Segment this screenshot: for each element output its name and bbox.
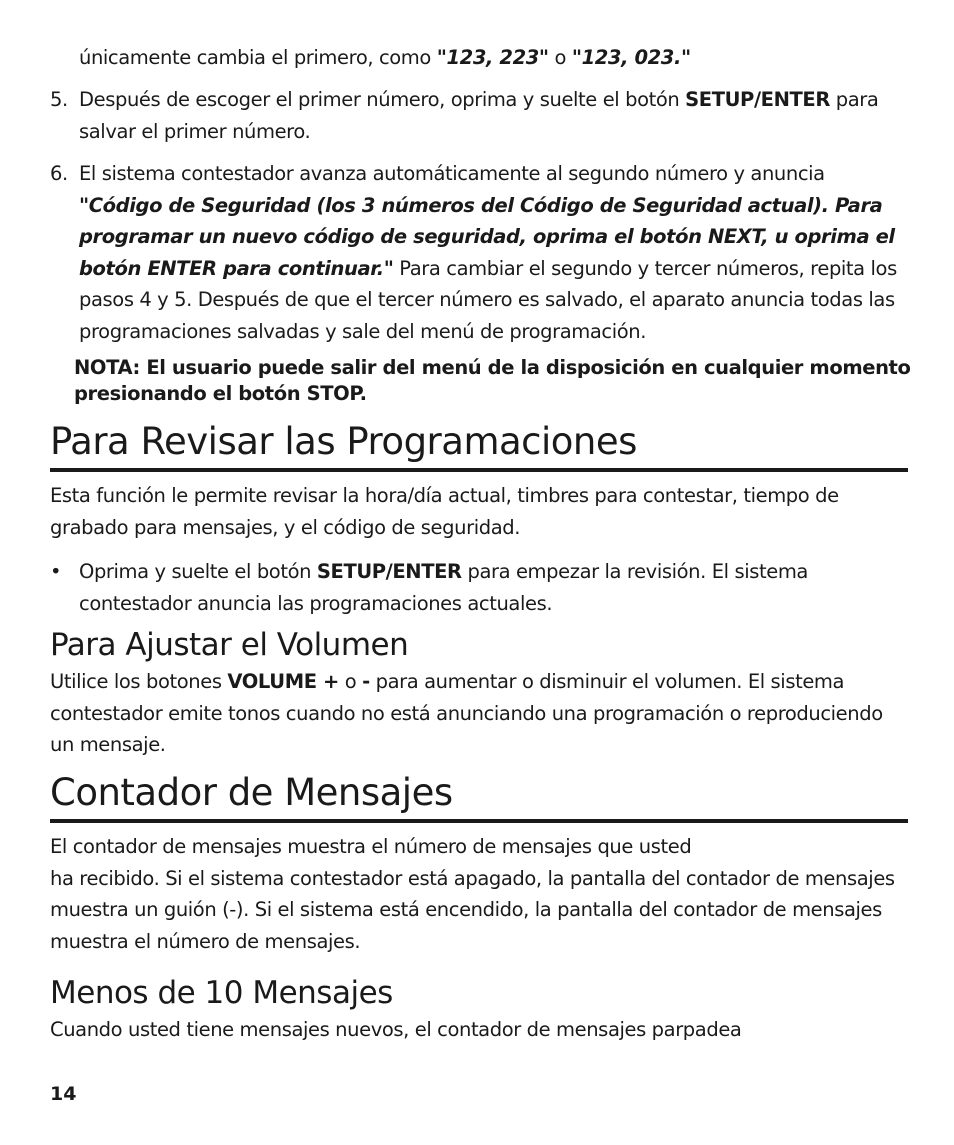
volume-text-a: Utilice los botones (50, 670, 228, 693)
volume-minus-button-name: - (362, 670, 370, 693)
step-5-text (79, 84, 900, 147)
review-intro: Esta función le permite revisar la hora/día actual, timbres para contestar, tiempo de grabado para mensajes, y el código de seguridad. (50, 484, 839, 539)
counter-text-line-1: El contador de mensajes muestra el número de mensajes que usted (50, 835, 692, 858)
review-bullet (50, 556, 900, 619)
under-10-text: Cuando usted tiene mensajes nuevos, el contador de mensajes parpadea (50, 1018, 742, 1041)
step-5-number: 5. (50, 88, 68, 111)
volume-plus-button-name: VOLUME + (227, 670, 339, 693)
review-bullet-text (79, 556, 900, 619)
review-bullet-text-a: Oprima y suelte el botón (79, 560, 317, 583)
step-6-number: 6. (50, 162, 68, 185)
counter-text (50, 831, 910, 957)
step-6-announcement-quote: "Código de Seguridad (los 3 números del Código de Seguridad actual). Para programar un nuevo código de seguridad, oprima el botón NEXT, u oprima el botón ENTER para continuar." (79, 193, 895, 280)
step-5-text-a: Después de escoger el primer número, oprima y suelte el botón (79, 88, 686, 111)
step-5-text-b: para salvar el primer número. (79, 88, 879, 143)
page-number: 14 (50, 1083, 77, 1105)
example-code-2: "123, 023." (571, 46, 691, 69)
volume-text-c: para aumentar o disminuir el volumen. El sistema contestador emite tonos cuando no está anunciando una programación o reproduciendo un mensaje. (50, 670, 883, 756)
volume-text-b: o (338, 670, 363, 693)
volume-text (50, 666, 910, 761)
continuation-text (79, 42, 919, 74)
step-5 (50, 84, 900, 147)
step-6-text-b: Para cambiar el segundo y tercer números, repita los pasos 4 y 5. Después de que el tercer número es salvado, el aparato anuncia todas las programaciones salvadas y sale del menú de programación. (79, 256, 897, 343)
note: NOTA: El usuario puede salir del menú de la disposición en cualquier momento presionando el botón STOP. (74, 356, 911, 405)
bullet-mark: • (50, 560, 62, 583)
review-bullet-text-b: para empezar la revisión. El sistema contestador anuncia las programaciones actuales. (79, 560, 808, 615)
example-code-1: "123, 223" (436, 46, 549, 69)
continuation-text-b: o (548, 46, 572, 69)
heading-adjust-volume: Para Ajustar el Volumen (50, 627, 409, 663)
step-6 (50, 158, 900, 347)
continuation-text-a: únicamente cambia el primero, como (79, 46, 437, 69)
heading-under-10-messages: Menos de 10 Mensajes (50, 975, 393, 1011)
step-5-button-name: SETUP/ENTER (685, 88, 830, 111)
heading-review-settings: Para Revisar las Programaciones (50, 420, 908, 472)
counter-text-rest: ha recibido. Si el sistema contestador está apagado, la pantalla del contador de mensajes muestra un guión (-). Si el sistema está encendido, la pantalla del contador de mensajes muestra el número de mensajes. (50, 866, 895, 953)
heading-message-counter: Contador de Mensajes (50, 771, 908, 823)
step-6-text-a: El sistema contestador avanza automáticamente al segundo número y anuncia (79, 162, 825, 185)
review-bullet-button-name: SETUP/ENTER (316, 560, 462, 583)
step-6-text (79, 158, 900, 347)
